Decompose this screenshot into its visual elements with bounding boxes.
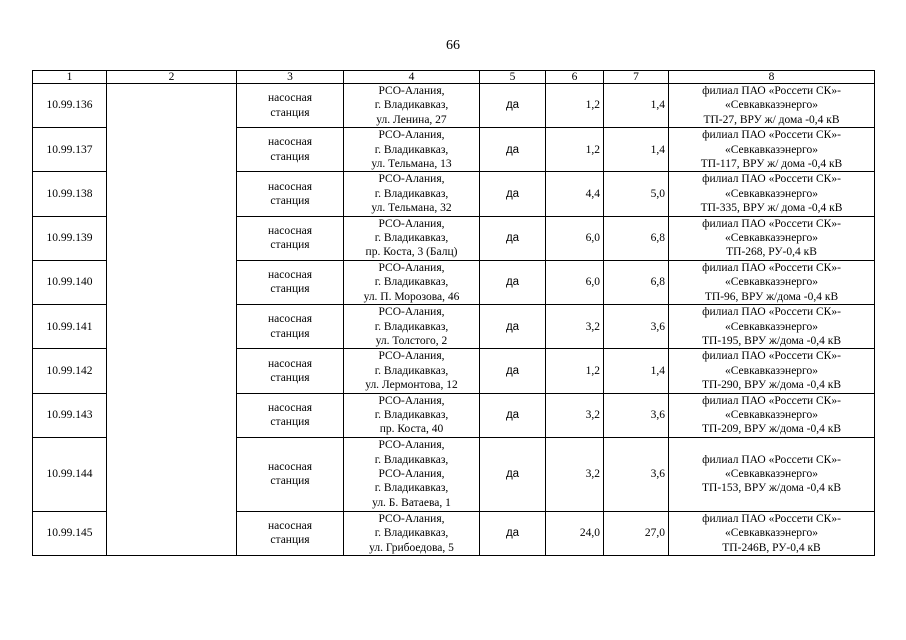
object-type	[237, 84, 344, 128]
value-col-6: 24,0	[546, 511, 604, 555]
power-supplier	[669, 216, 875, 260]
power-supplier-line: филиал ПАО «Россети СК»-	[702, 453, 841, 466]
row-code: 10.99.141	[33, 305, 107, 349]
flag-value: да	[480, 305, 546, 349]
header-cell-3: 3	[237, 71, 344, 84]
power-supplier-line: филиал ПАО «Россети СК»-	[702, 394, 841, 407]
object-type	[237, 349, 344, 393]
power-supplier-line: филиал ПАО «Россети СК»-	[702, 173, 841, 186]
power-supplier-line: «Севкавказэнерго»	[725, 527, 818, 540]
address	[344, 84, 480, 128]
power-supplier	[669, 393, 875, 437]
object-type	[237, 172, 344, 216]
row-code: 10.99.139	[33, 216, 107, 260]
power-supplier-line: «Севкавказэнерго»	[725, 468, 818, 481]
object-type-line: насосная	[267, 460, 313, 473]
row-code: 10.99.143	[33, 393, 107, 437]
address-line: г. Владикавказ,	[374, 99, 449, 112]
value-col-6: 1,2	[546, 84, 604, 128]
value-col-6: 6,0	[546, 260, 604, 304]
power-supplier-line: ТП-195, ВРУ ж/дома -0,4 кВ	[702, 334, 841, 347]
value-col-7: 3,6	[604, 393, 669, 437]
address-line: г. Владикавказ,	[374, 187, 449, 200]
power-supplier-line: ТП-27, ВРУ ж/ дома -0,4 кВ	[703, 113, 840, 126]
object-type	[237, 393, 344, 437]
power-supplier-line: ТП-246В, РУ-0,4 кВ	[722, 541, 821, 554]
address	[344, 437, 480, 511]
empty-column-2	[107, 84, 237, 556]
flag-value: да	[480, 349, 546, 393]
address-line: ул. Грибоедова, 5	[369, 541, 454, 554]
address-line: РСО-Алания,	[378, 394, 445, 407]
object-type-line: насосная	[267, 136, 313, 149]
address-line: РСО-Алания,	[378, 217, 445, 230]
address-line: РСО-Алания,	[378, 439, 445, 452]
header-cell-2: 2	[107, 71, 237, 84]
power-supplier-line: ТП-290, ВРУ ж/дома -0,4 кВ	[702, 379, 841, 392]
header-row	[33, 71, 875, 84]
row-code: 10.99.142	[33, 349, 107, 393]
power-supplier-line: ТП-209, ВРУ ж/дома -0,4 кВ	[702, 423, 841, 436]
power-supplier-line: филиал ПАО «Россети СК»-	[702, 129, 841, 142]
address	[344, 128, 480, 172]
power-supplier	[669, 349, 875, 393]
object-type-line: станция	[270, 195, 310, 208]
power-supplier	[669, 172, 875, 216]
value-col-7: 1,4	[604, 349, 669, 393]
object-type	[237, 128, 344, 172]
address-line: г. Владикавказ,	[374, 232, 449, 245]
row-code: 10.99.140	[33, 260, 107, 304]
power-supplier-line: «Севкавказэнерго»	[725, 232, 818, 245]
value-col-6: 1,2	[546, 128, 604, 172]
value-col-7: 1,4	[604, 84, 669, 128]
address-line: г. Владикавказ,	[374, 482, 449, 495]
flag-value: да	[480, 128, 546, 172]
object-type-line: станция	[270, 371, 310, 384]
row-code: 10.99.137	[33, 128, 107, 172]
address-line: г. Владикавказ,	[374, 276, 449, 289]
power-supplier-line: «Севкавказэнерго»	[725, 408, 818, 421]
object-type-line: станция	[270, 150, 310, 163]
address-line: РСО-Алания,	[378, 129, 445, 142]
object-type	[237, 216, 344, 260]
document-table	[32, 70, 875, 556]
power-supplier-line: ТП-153, ВРУ ж/дома -0,4 кВ	[702, 482, 841, 495]
address	[344, 511, 480, 555]
flag-value: да	[480, 437, 546, 511]
row-code: 10.99.144	[33, 437, 107, 511]
flag-value: да	[480, 84, 546, 128]
address	[344, 349, 480, 393]
object-type-line: насосная	[267, 519, 313, 532]
address-line: РСО-Алания,	[378, 350, 445, 363]
address	[344, 393, 480, 437]
object-type	[237, 511, 344, 555]
power-supplier	[669, 511, 875, 555]
flag-value: да	[480, 260, 546, 304]
power-supplier-line: филиал ПАО «Россети СК»-	[702, 85, 841, 97]
address-line: ул. Б. Ватаева, 1	[372, 496, 451, 509]
power-supplier-line: филиал ПАО «Россети СК»-	[702, 512, 841, 525]
power-supplier-line: «Севкавказэнерго»	[725, 143, 818, 156]
address-line: РСО-Алания,	[378, 468, 445, 481]
power-supplier-line: ТП-117, ВРУ ж/ дома -0,4 кВ	[700, 158, 843, 171]
value-col-7: 1,4	[604, 128, 669, 172]
value-col-7: 3,6	[604, 437, 669, 511]
flag-value: да	[480, 172, 546, 216]
value-col-6: 1,2	[546, 349, 604, 393]
power-supplier-line: филиал ПАО «Россети СК»-	[702, 217, 841, 230]
power-supplier	[669, 305, 875, 349]
address	[344, 305, 480, 349]
address-line: РСО-Алания,	[378, 85, 445, 97]
object-type-line: станция	[270, 283, 310, 296]
address-line: ул. Толстого, 2	[375, 334, 448, 347]
address-line: пр. Коста, 40	[379, 423, 444, 436]
address-line: г. Владикавказ,	[374, 364, 449, 377]
object-type-line: станция	[270, 475, 310, 488]
page-number: 66	[446, 38, 460, 53]
address-line: г. Владикавказ,	[374, 408, 449, 421]
address-line: пр. Коста, 3 (Балц)	[365, 246, 458, 259]
object-type-line: станция	[270, 327, 310, 340]
object-type	[237, 260, 344, 304]
header-cell-5: 5	[480, 71, 546, 84]
power-supplier-line: ТП-268, РУ-0,4 кВ	[726, 246, 817, 259]
value-col-7: 5,0	[604, 172, 669, 216]
power-supplier-line: «Севкавказэнерго»	[725, 276, 818, 289]
address	[344, 172, 480, 216]
address-line: г. Владикавказ,	[374, 320, 449, 333]
row-code: 10.99.136	[33, 84, 107, 128]
flag-value: да	[480, 393, 546, 437]
power-supplier	[669, 260, 875, 304]
value-col-7: 3,6	[604, 305, 669, 349]
header-cell-4: 4	[344, 71, 480, 84]
address-line: РСО-Алания,	[378, 261, 445, 274]
table-body	[33, 71, 875, 556]
address-line: ул. Тельмана, 13	[371, 158, 452, 171]
power-supplier	[669, 437, 875, 511]
address-line: ул. Лермонтова, 12	[365, 379, 458, 392]
address-line: ул. П. Морозова, 46	[363, 290, 460, 303]
power-supplier-line: «Севкавказэнерго»	[725, 99, 818, 112]
header-cell-1: 1	[33, 71, 107, 84]
object-type-line: станция	[270, 106, 310, 119]
value-col-6: 3,2	[546, 437, 604, 511]
power-supplier	[669, 128, 875, 172]
value-col-7: 6,8	[604, 260, 669, 304]
flag-value: да	[480, 511, 546, 555]
object-type-line: насосная	[267, 401, 313, 414]
header-cell-8: 8	[669, 71, 875, 84]
object-type-line: насосная	[267, 92, 313, 105]
object-type-line: насосная	[267, 269, 313, 282]
power-supplier	[669, 84, 875, 128]
flag-value: да	[480, 216, 546, 260]
power-supplier-line: «Севкавказэнерго»	[725, 364, 818, 377]
address	[344, 216, 480, 260]
power-supplier-line: ТП-96, ВРУ ж/дома -0,4 кВ	[704, 290, 839, 303]
object-type-line: насосная	[267, 224, 313, 237]
address-line: г. Владикавказ,	[374, 453, 449, 466]
power-supplier-line: «Севкавказэнерго»	[725, 187, 818, 200]
power-supplier-line: филиал ПАО «Россети СК»-	[702, 261, 841, 274]
address-line: РСО-Алания,	[378, 512, 445, 525]
object-type-line: насосная	[267, 357, 313, 370]
row-code: 10.99.138	[33, 172, 107, 216]
object-type-line: станция	[270, 239, 310, 252]
value-col-7: 27,0	[604, 511, 669, 555]
address-line: г. Владикавказ,	[374, 527, 449, 540]
value-col-6: 3,2	[546, 305, 604, 349]
header-cell-7: 7	[604, 71, 669, 84]
address-line: ул. Ленина, 27	[376, 113, 447, 126]
power-supplier-line: филиал ПАО «Россети СК»-	[702, 306, 841, 319]
address-line: РСО-Алания,	[378, 173, 445, 186]
address-line: ул. Тельмана, 32	[371, 202, 452, 215]
header-cell-6: 6	[546, 71, 604, 84]
power-supplier-line: ТП-335, ВРУ ж/ дома -0,4 кВ	[700, 202, 843, 215]
address-line: РСО-Алания,	[378, 306, 445, 319]
value-col-6: 3,2	[546, 393, 604, 437]
object-type-line: станция	[270, 416, 310, 429]
table-row	[33, 84, 875, 128]
value-col-6: 4,4	[546, 172, 604, 216]
object-type-line: станция	[270, 534, 310, 547]
object-type-line: насосная	[267, 180, 313, 193]
address-line: г. Владикавказ,	[374, 143, 449, 156]
power-supplier-line: филиал ПАО «Россети СК»-	[702, 350, 841, 363]
object-type	[237, 305, 344, 349]
value-col-7: 6,8	[604, 216, 669, 260]
object-type-line: насосная	[267, 313, 313, 326]
address	[344, 260, 480, 304]
row-code: 10.99.145	[33, 511, 107, 555]
value-col-6: 6,0	[546, 216, 604, 260]
object-type	[237, 437, 344, 511]
power-supplier-line: «Севкавказэнерго»	[725, 320, 818, 333]
